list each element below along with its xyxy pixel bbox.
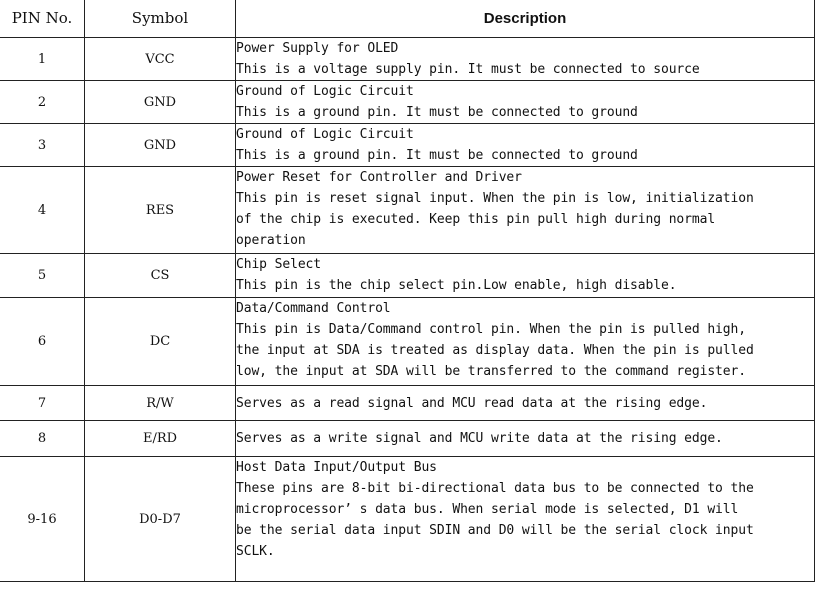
pin-number: 9-16 — [0, 457, 85, 582]
table-row — [0, 38, 815, 81]
table-row — [0, 81, 815, 124]
table-row — [0, 167, 815, 254]
description-line: low, the input at SDA will be transferred to the command register. — [236, 364, 746, 379]
pin-symbol: RES — [85, 167, 236, 254]
table-row — [0, 421, 815, 457]
header-description: Description — [236, 0, 815, 38]
pin-symbol: GND — [85, 81, 236, 124]
pin-number: 4 — [0, 167, 85, 254]
pin-symbol: R/W — [85, 386, 236, 421]
pin-number: 5 — [0, 254, 85, 298]
pin-number: 8 — [0, 421, 85, 457]
description-title: Host Data Input/Output Bus — [236, 460, 437, 475]
pin-number: 1 — [0, 38, 85, 81]
pin-description — [236, 298, 815, 386]
pin-symbol: D0-D7 — [85, 457, 236, 582]
description-title: Power Reset for Controller and Driver — [236, 170, 522, 185]
description-line: the input at SDA is treated as display data. When the pin is pulled — [236, 343, 754, 358]
table-row — [0, 254, 815, 298]
pin-description — [236, 421, 815, 457]
pin-number: 7 — [0, 386, 85, 421]
description-line: SCLK. — [236, 544, 275, 559]
pin-number: 2 — [0, 81, 85, 124]
description-line: This pin is Data/Command control pin. When the pin is pulled high, — [236, 322, 746, 337]
description-line: These pins are 8-bit bi-directional data bus to be connected to the — [236, 481, 754, 496]
table-row — [0, 457, 815, 582]
description-line: microprocessor’ s data bus. When serial mode is selected, D1 will — [236, 502, 739, 517]
description-line: This is a voltage supply pin. It must be connected to source — [236, 62, 700, 77]
description-line: This is a ground pin. It must be connected to ground — [236, 148, 638, 163]
description-title: Ground of Logic Circuit — [236, 84, 414, 99]
description-line: Serves as a write signal and MCU write data at the rising edge. — [236, 431, 723, 446]
description-line: This pin is the chip select pin.Low enable, high disable. — [236, 278, 677, 293]
pin-description — [236, 167, 815, 254]
description-title: Ground of Logic Circuit — [236, 127, 414, 142]
pin-description — [236, 386, 815, 421]
header-row — [0, 0, 815, 38]
description-title: Chip Select — [236, 257, 321, 272]
pin-symbol: VCC — [85, 38, 236, 81]
table-row — [0, 386, 815, 421]
table-row — [0, 124, 815, 167]
header-pin-no: PIN No. — [0, 0, 85, 38]
pin-description — [236, 254, 815, 298]
description-title: Data/Command Control — [236, 301, 391, 316]
description-line: This pin is reset signal input. When the pin is low, initialization — [236, 191, 754, 206]
pin-description — [236, 124, 815, 167]
header-symbol: Symbol — [85, 0, 236, 38]
description-line: be the serial data input SDIN and D0 will be the serial clock input — [236, 523, 754, 538]
pin-description — [236, 38, 815, 81]
description-title: Power Supply for OLED — [236, 41, 399, 56]
pin-symbol: DC — [85, 298, 236, 386]
description-line: This is a ground pin. It must be connected to ground — [236, 105, 638, 120]
pin-symbol: GND — [85, 124, 236, 167]
pin-symbol: CS — [85, 254, 236, 298]
description-line: of the chip is executed. Keep this pin pull high during normal — [236, 212, 716, 227]
table-row — [0, 298, 815, 386]
pin-description — [236, 457, 815, 582]
description-line: Serves as a read signal and MCU read data at the rising edge. — [236, 395, 708, 411]
pin-description — [236, 81, 815, 124]
pin-number: 3 — [0, 124, 85, 167]
pin-symbol: E/RD — [85, 421, 236, 457]
description-line: operation — [236, 233, 306, 248]
pin-number: 6 — [0, 298, 85, 386]
